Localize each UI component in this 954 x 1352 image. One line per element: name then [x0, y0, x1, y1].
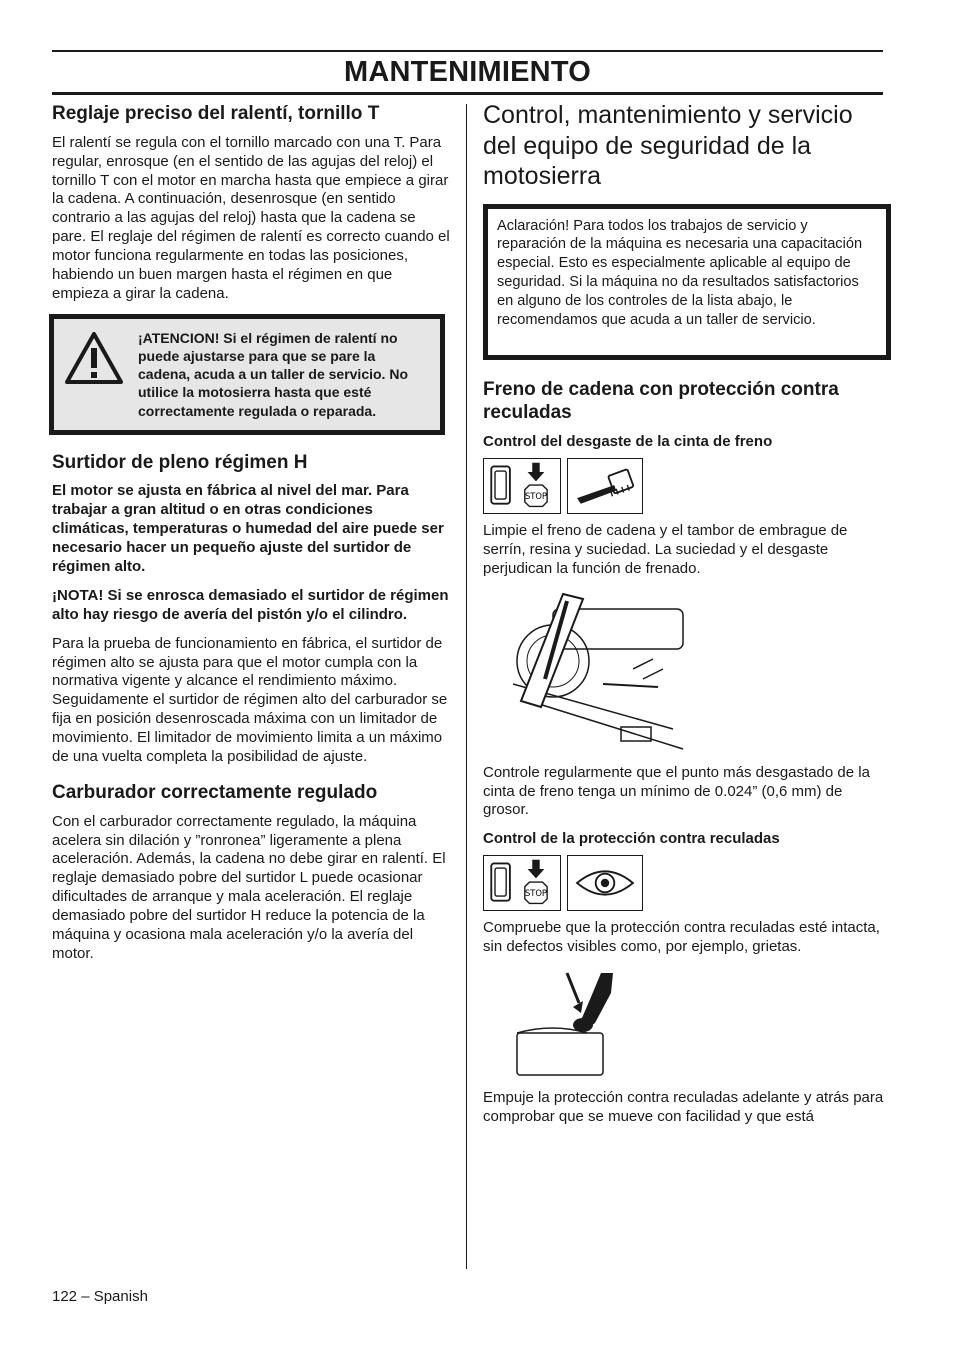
warning-triangle-icon	[64, 331, 124, 385]
high-jet-bold-1: El motor se ajusta en fábrica al nivel del mar. Para trabajar a gran altitud o en otras condiciones climáticas, temperaturas o humedad del aire puede ser necesario hacer un pequeño ajuste del surtidor de régimen alto.	[52, 482, 444, 576]
brake-text-1: Limpie el freno de cadena y el tambor de embrague de serrín, resina y suciedad. La suciedad y el desgaste perjudican la función de frenado.	[483, 522, 848, 577]
icon-row-2	[483, 855, 889, 911]
safety-heading: Control, mantenimiento y servicio del equipo de seguridad de la motosierra	[483, 101, 853, 190]
icon-row-1	[483, 458, 889, 514]
page-title: MANTENIMIENTO	[344, 56, 591, 88]
carb-heading: Carburador correctamente regulado	[52, 781, 378, 803]
right-column	[483, 100, 889, 1137]
brake-sub-2: Control de la protección contra reculadas	[483, 830, 780, 848]
idle-adjust-heading: Reglaje preciso del ralentí, tornillo T	[52, 103, 380, 124]
stop-label: STOP	[524, 888, 547, 899]
left-column	[52, 102, 450, 974]
idle-adjust-body: El ralentí se regula con el tornillo marcado con una T. Para regular, enrosque (en el sentido de las agujas del reloj) el tornillo T con el motor en marcha hasta que empiece a girar la cadena. A continuación, desenrosque (en sentido contrario a las agujas del reloj) hasta que la cadena se pare. El reglaje del régimen de ralentí es correcto cuando el motor funciona regularmente en todas las posiciones, habiendo un buen margen hasta el régimen en que empieza a girar la cadena.	[52, 133, 450, 302]
carb-body: Con el carburador correctamente regulado, la máquina acelera sin dilación y ”ronronea” ligeramente a plena aceleración. Además, la cadena no debe girar en ralentí. El reglaje demasiado pobre del surtidor L puede ocasionar dificultades de arranque y mala aceleración. El reglaje demasiado pobre del surtidor H reduce la potencia de la máquina y ocasiona mala aceleración y/o la avería del motor.	[52, 812, 446, 962]
stop-label: STOP	[524, 491, 547, 502]
kickback-guard-illustration	[483, 967, 623, 1079]
page-footer: 122 – Spanish	[52, 1288, 148, 1305]
warning-box	[49, 314, 445, 435]
brake-text-3: Compruebe que la protección contra reculadas esté intacta, sin defectos visibles como, por ejemplo, grietas.	[483, 919, 880, 956]
brake-sub-1: Control del desgaste de la cinta de freno	[483, 433, 773, 450]
column-divider	[466, 104, 467, 1269]
brake-cleaning-illustration	[483, 589, 703, 754]
high-jet-body: Para la prueba de funcionamiento en fábrica, el surtidor de régimen alto se ajusta para que el motor cumpla con la normativa vigente y alcance el rendimiento máximo. Seguidamente el surtidor de régimen alto del carburador se fija en posición desenroscada máxima con un limitador de movimiento. El limitador de movimiento limita a un máximo de una vuelta completa la posibilidad de ajuste.	[52, 634, 448, 766]
stop-engine-icon	[483, 458, 561, 514]
brush-icon	[567, 458, 643, 514]
high-jet-heading: Surtidor de pleno régimen H	[52, 451, 308, 473]
eye-icon	[567, 855, 643, 911]
brake-heading: Freno de cadena con protección contra reculadas	[483, 378, 839, 424]
note-text: Aclaración! Para todos los trabajos de servicio y reparación de la máquina es necesaria una capacitación especial. Esto es especialmente aplicable al equipo de seguridad. Si la máquina no da resultados satisfactorios en alguno de los controles de la lista abajo, le recomendamos que acuda a un taller de servicio.	[497, 217, 863, 329]
brake-text-2: Controle regularmente que el punto más desgastado de la cinta de freno tenga un mínimo de 0.024” (0,6 mm) de grosor.	[483, 763, 870, 819]
high-jet-bold-2: ¡NOTA! Si se enrosca demasiado el surtidor de régimen alto hay riesgo de avería del pistón y/o el cilindro.	[52, 586, 449, 623]
warning-text: ¡ATENCION! Si el régimen de ralentí no puede ajustarse para que se pare la cadena, acuda a un taller de servicio. No utilice la motosierra hasta que esté correctamente regulada o reparada.	[138, 329, 408, 419]
stop-engine-icon	[483, 855, 561, 911]
note-box	[483, 204, 891, 360]
brake-text-4: Empuje la protección contra reculadas adelante y atrás para comprobar que se mueve con facilidad y que está	[483, 1089, 884, 1126]
title-rule	[52, 92, 883, 95]
top-rule	[52, 50, 883, 52]
